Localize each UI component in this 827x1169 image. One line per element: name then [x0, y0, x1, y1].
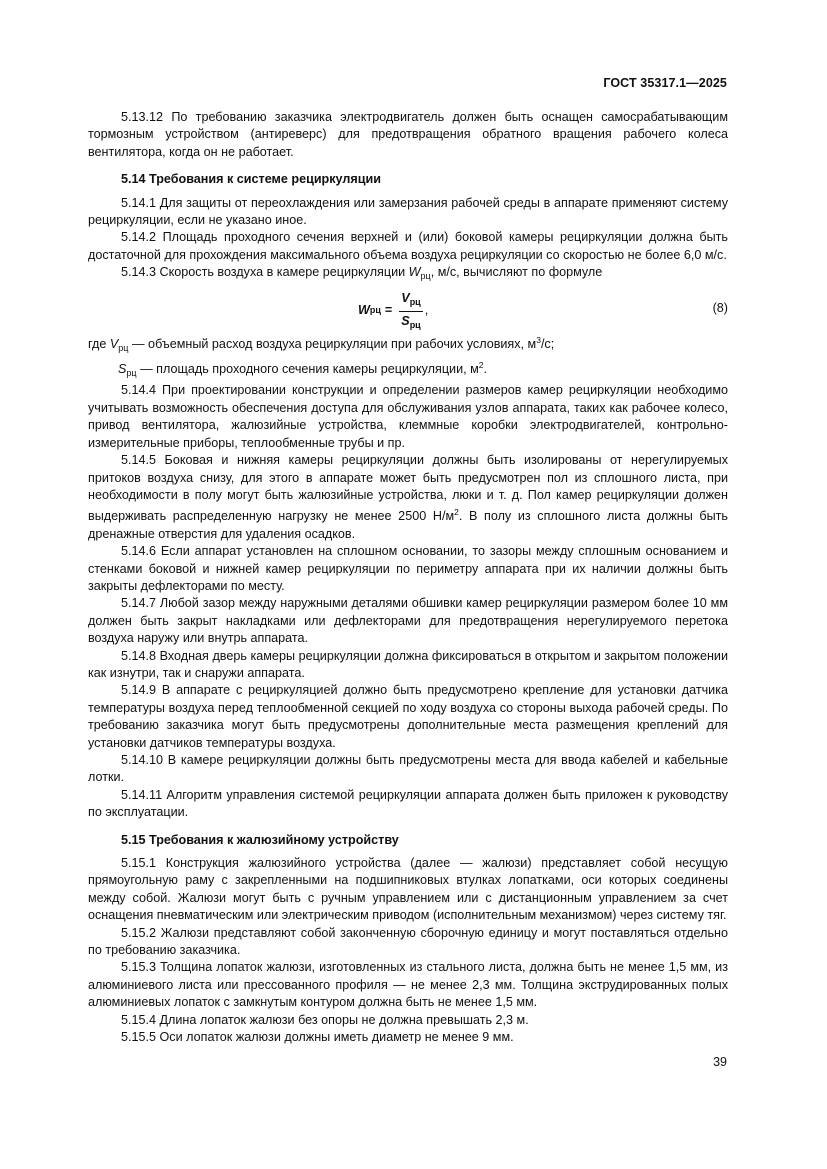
page-number: 39	[713, 1055, 727, 1069]
paragraph-5-14-11: 5.14.11 Алгоритм управления системой рециркуляции аппарата должен быть приложен к руководству по эксплуатации.	[88, 787, 728, 820]
formula-denominator	[401, 312, 420, 333]
formula-intro-tail: , м/с, вычисляют по формуле	[430, 265, 603, 280]
paragraph-5-14-5-b: . В полу из сплошного листа должны быть дренажные отверстия для удаления осадков.	[88, 509, 728, 541]
formula-8	[88, 288, 728, 328]
paragraph-5-14-9: 5.14.9 В аппарате с рециркуляцией должно быть предусмотрено крепление для установки датчика температуры воздуха перед теплообменной секцией по ходу воздуха со стороны выхода рабочей среды. По требованию заказчика могут быть предусмотрены дополнительные места размещения креплений для установки датчиков температуры воздуха.	[88, 683, 728, 750]
velocity-symbol: W	[408, 265, 421, 280]
paragraph-5-14-5	[88, 452, 728, 543]
where-area-subscript: рц	[126, 368, 137, 379]
denominator-subscript: рц	[409, 319, 421, 330]
where-area-sup: 2	[478, 360, 484, 371]
paragraph-5-14-4: 5.14.4 При проектировании конструкции и определении размеров камер рециркуляции необходимо учитывать возможность обеспечения доступа для обслуживания узлов аппарата, таких как рабочее колесо, привод вентилятора, жалюзийные устройства, клеммные коробки электродвигателей, контрольно-измерительные приборы, теплообменные трубы и пр.	[88, 383, 728, 450]
where-clause-volume	[88, 332, 728, 357]
section-heading-5-15: 5.15 Требования к жалюзийному устройству	[121, 832, 399, 847]
document-body	[88, 109, 728, 1047]
where-clause-area	[88, 357, 728, 382]
where-volume-end: /с;	[540, 336, 555, 351]
paragraph-5-14-8: 5.14.8 Входная дверь камеры рециркуляции должна фиксироваться в открытом и закрытом положении как изнутри, так и снаружи аппарата.	[88, 648, 728, 680]
document-standard-number: ГОСТ 35317.1—2025	[603, 76, 727, 90]
section-heading-5-14: 5.14 Требования к системе рециркуляции	[121, 172, 381, 187]
paragraph-5-14-5-a: 5.14.5 Боковая и нижняя камеры рециркуляции должны быть изолированы от нерегулируемых притоков воздуха снизу, для этого в аппарате может быть предусмотрен пол из сплошного листа, при необходимости в полу могут быть жалюзийные устройства, люки и т. д. Пол камер рециркуляции должен выдерживать распределенную нагрузку не менее 2500 Н/м	[88, 453, 728, 524]
paragraph-5-13-12: 5.13.12 По требованию заказчика электродвигатель должен быть оснащен самосрабатывающим тормозным устройством (антиреверс) для предотвращения обратного вращения рабочего колеса вентилятора, когда он не работает.	[88, 110, 728, 159]
velocity-subscript: рц	[420, 271, 431, 282]
formula-expression	[358, 290, 428, 333]
formula-equals: =	[384, 303, 393, 318]
numerator-subscript: рц	[409, 296, 421, 307]
paragraph-5-15-1: 5.15.1 Конструкция жалюзийного устройства (далее — жалюзи) представляет собой несущую прямоугольную раму с закрепленными на подшипниковых втулках лопатками, оси которых соединены между собой. Жалюзи могут быть с ручным управлением или с дистанционным управлением за счет оснащения пневматическим или электрическим приводом (исполнительным механизмом) через систему тяг.	[88, 856, 728, 923]
paragraph-5-14-7: 5.14.7 Любой зазор между наружными деталями обшивки камер рециркуляции размером более 10 мм должен быть закрыт накладками или дефлекторами для предотвращения нерегулируемого перетока воздуха наружу или внутрь аппарата.	[88, 596, 728, 646]
paragraph-5-14-6: 5.14.6 Если аппарат установлен на сплошном основании, то зазоры между сплошным основанием и стенками боковой и нижней камер рециркуляции по периметру аппарата при их наличии должны быть закрыты дефлекторами по месту.	[88, 544, 728, 593]
paragraph-5-15-4: 5.15.4 Длина лопаток жалюзи без опоры не должна превышать 2,3 м.	[121, 1012, 529, 1027]
denominator-symbol: S	[401, 313, 410, 328]
where-area-symbol: S	[118, 362, 127, 377]
numerator-symbol: V	[401, 290, 410, 305]
formula-comma: ,	[424, 303, 429, 318]
formula-intro-text: 5.14.3 Скорость воздуха в камере рециркуляции	[121, 265, 406, 280]
paragraph-5-15-2: 5.15.2 Жалюзи представляют собой законченную сборочную единицу и могут поставляться отдельно по требованию заказчика.	[88, 925, 728, 958]
formula-numerator	[399, 290, 422, 312]
formula-number: (8)	[712, 300, 728, 315]
where-volume-text: — объемный расход воздуха рециркуляции при рабочих условиях, м	[128, 336, 537, 351]
where-volume-sup: 3	[536, 334, 541, 345]
formula-lhs-subscript: рц	[369, 305, 381, 316]
formula-fraction	[399, 290, 422, 333]
where-prefix: где	[88, 336, 107, 351]
paragraph-5-14-5-sup: 2	[454, 507, 459, 518]
paragraph-5-15-3: 5.15.3 Толщина лопаток жалюзи, изготовленных из стального листа, должна быть не менее 1,5 мм, из алюминиевого листа или прессованного профиля — не менее 2,3 мм. Толщина экструдированных полых алюминиевых лопаток с замкнутым контуром должна быть не менее 1,5 мм.	[88, 960, 728, 1010]
paragraph-5-14-1: 5.14.1 Для защиты от переохлаждения или замерзания рабочей среды в аппарате применяют систему рециркуляции, если не указано иное.	[88, 195, 728, 228]
formula-lhs: W	[358, 303, 370, 318]
paragraph-5-15-5: 5.15.5 Оси лопаток жалюзи должны иметь диаметр не менее 9 мм.	[121, 1030, 514, 1045]
paragraph-5-14-3	[88, 264, 728, 285]
where-volume-subscript: рц	[118, 342, 129, 353]
paragraph-5-14-2: 5.14.2 Площадь проходного сечения верхней и (или) боковой камеры рециркуляции должна быть достаточной для прохождения максимального объема воздуха рециркуляции со скоростью не более 6,0 м/с.	[88, 230, 728, 262]
paragraph-5-14-10: 5.14.10 В камере рециркуляции должны быть предусмотрены места для ввода кабелей и кабельные лотки.	[88, 753, 728, 785]
where-volume-symbol: V	[109, 336, 119, 351]
where-area-end: .	[483, 362, 487, 377]
where-area-text: — площадь проходного сечения камеры рециркуляции, м	[136, 362, 479, 377]
